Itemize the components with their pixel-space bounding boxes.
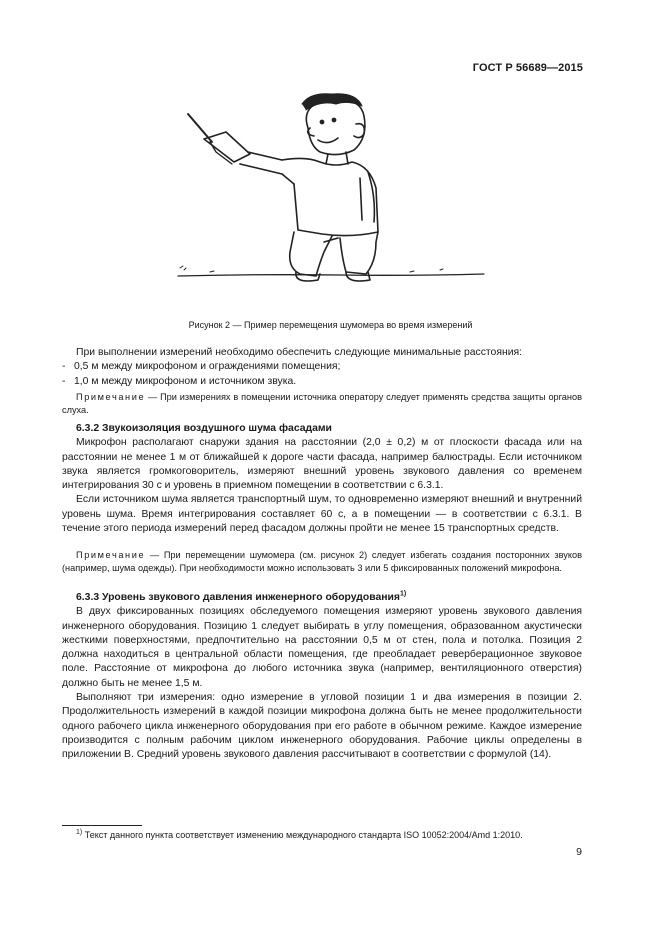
- section-6-3-2: [62, 422, 582, 536]
- section-heading: 6.3.2 Звукоизоляция воздушного шума фасадами: [76, 423, 332, 434]
- figure-man-with-sound-meter: [170, 92, 490, 302]
- section-heading: 6.3.3 Уровень звукового давления инженерного оборудования$^{1)}$: [76, 590, 407, 603]
- footnote-separator: [62, 825, 142, 826]
- footnote-text: Текст данного пункта соответствует изменению международного стандарта ISO 10052:2004/Amd 1:2010.: [82, 830, 523, 840]
- footnote-ref: 1): [400, 590, 407, 598]
- paragraph: В двух фиксированных позициях обследуемого помещения измеряют уровень звукового давления инженерного оборудования. Позицию 1 следует выбирать в углу помещения, образованном акустически жесткими поверхностями, предпочтительно на расстоянии 0,5 м от стен, пола и потолка. Позиция 2 должна находиться в центральной области помещения, где преобладает реверберационное звуковое поле. Расстояние от микрофона до любого источника звука (например, вентиляционного отверстия) должно быть не менее 1,5 м.: [62, 606, 582, 689]
- section-6-3-3: [62, 591, 582, 763]
- list-item-text: 0,5 м между микрофоном и ограждениями помещения;: [74, 361, 341, 373]
- list-item: [62, 360, 582, 374]
- figure-caption: Рисунок 2 — Пример перемещения шумомера во время измерений: [188, 320, 473, 330]
- note-label: Примечание: [76, 550, 146, 560]
- footnote-mark: 1): [76, 829, 83, 836]
- page-number: 9: [576, 846, 582, 858]
- footnote: [62, 829, 582, 841]
- note-1: [62, 391, 582, 417]
- note-text: — При перемещении шумомера (см. рисунок 2) следует избегать создания посторонних звуков (например, шума одежды). При необходимости можно использовать 3 или 5 фиксированных положений микрофона.: [62, 550, 582, 573]
- list-item: [62, 375, 582, 389]
- standard-number: ГОСТ Р 56689—2015: [472, 62, 583, 74]
- note-label: Примечание: [76, 392, 146, 402]
- intro-block: [62, 346, 582, 389]
- note-text: — При измерениях в помещении источника оператору следует применять средства защиты органов слуха.: [62, 392, 582, 415]
- note-2: [62, 549, 582, 575]
- paragraph: Микрофон располагают снаружи здания на расстоянии (2,0 ± 0,2) м от плоскости фасада или на расстоянии не менее 1 м от ближайшей к дороге части фасада, например балюстрады. Если источником звука является громкоговоритель, измеряют внешний уровень звукового давления со временем интегрирования 30 с и уровень в приемном помещении в соответствии с 6.3.1.: [62, 437, 582, 492]
- paragraph: Если источником шума является транспортный шум, то одновременно измеряют внешний и внутренний уровень шума. Время интегрирования составляет 60 с, а в помещении — в соответствии с 6.3.1. В течение этого периода измерений перед фасадом должны пройти не менее 15 транспортных средств.: [62, 494, 582, 535]
- intro-text: При выполнении измерений необходимо обеспечить следующие минимальные расстояния:: [76, 347, 523, 358]
- list-dash: -: [62, 361, 66, 373]
- paragraph: Выполняют три измерения: одно измерение в угловой позиции 1 и два измерения в позиции 2. Продолжительность измерений в каждой позиции микрофона должна быть не менее продолжительности одного рабочего цикла инженерного оборудования при его работе в обычном режиме. Каждое измерение производится с полным рабочим циклом инженерного оборудования. Рабочие циклы определены в приложении В. Средний уровень звукового давления рассчитывают в соответствии с формулой (14).: [62, 692, 582, 761]
- list-dash: -: [62, 375, 66, 387]
- list-item-text: 1,0 м между микрофоном и источником звука.: [74, 375, 297, 387]
